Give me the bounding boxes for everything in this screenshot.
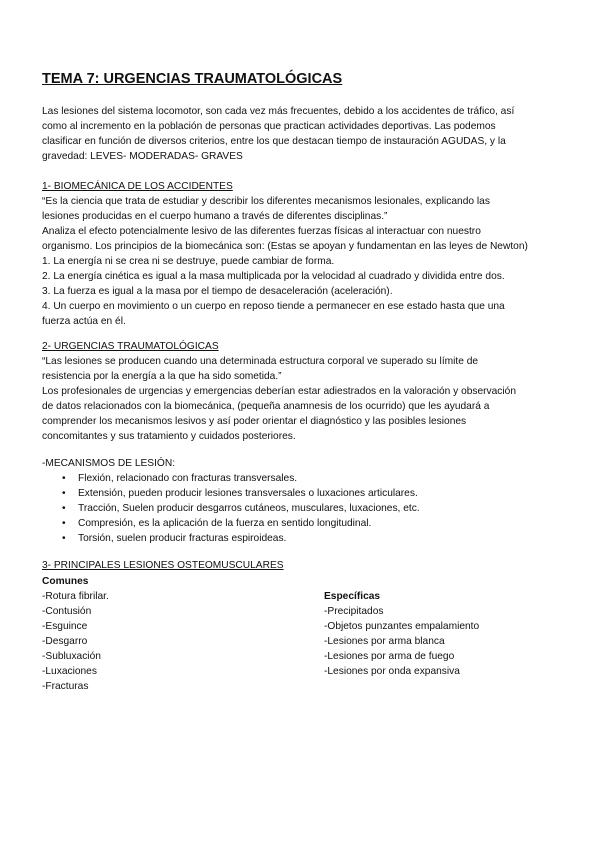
text-line: de datos relacionados con la biomecánica, (pequeña anamnesis de los ocurrido) que les ayudará a [42,401,490,412]
common-lesions-column [42,574,109,694]
intro-paragraph [42,104,562,164]
text-line: fuerza actúa en él. [42,316,126,327]
list-item: -Subluxación [42,651,101,662]
text-line: resistencia por la energía a la que ha sido sometida.” [42,371,282,382]
text-line: concomitantes y sus tratamiento y cuidados posteriores. [42,431,296,442]
list-item: -Esguince [42,621,88,632]
section-mechanisms [42,456,562,546]
list-item: -Rotura fibrilar. [42,591,109,602]
text-line: “Es la ciencia que trata de estudiar y describir los diferentes mecanismos lesionales, explicando las [42,196,490,207]
intro-line: como al incremento en la población de personas que practican actividades deportivas. Las podemos [42,121,496,132]
list-item: -Fracturas [42,681,89,692]
text-line: “Las lesiones se producen cuando una determinada estructura corporal ve superado su límite de [42,356,479,367]
text-line: 4. Un cuerpo en movimiento o un cuerpo en reposo tiende a permanecer en ese estado hasta que una [42,301,505,312]
section-heading: 3- PRINCIPALES LESIONES OSTEOMUSCULARES [42,560,284,571]
list-item: -Lesiones por onda expansiva [324,666,460,677]
list-item: -Lesiones por arma blanca [324,636,445,647]
section-heading: -MECANISMOS DE LESIÓN: [42,458,176,469]
text-line: 1. La energía ni se crea ni se destruye, puede cambiar de forma. [42,256,335,267]
text-line: Los profesionales de urgencias y emergencias deberían estar adiestrados en la valoración y observación [42,386,516,397]
text-line: 2. La energía cinética es igual a la masa multiplicada por la velocidad al cuadrado y dividida entre dos. [42,271,505,282]
list-item: -Luxaciones [42,666,97,677]
intro-line: Las lesiones del sistema locomotor, son cada vez más frecuentes, debido a los accidentes de tráfico, así [42,106,515,117]
list-item: -Contusión [42,606,92,617]
list-item: -Objetos punzantes empalamiento [324,621,480,632]
list-item: • Torsión, suelen producir fracturas espiroideas. [42,531,562,546]
section-biomechanics [42,179,562,329]
section-heading: 2- URGENCIAS TRAUMATOLÓGICAS [42,341,219,352]
list-item: • Extensión, pueden producir lesiones transversales o luxaciones articulares. [42,486,562,501]
text-line: 3. La fuerza es igual a la masa por el tiempo de desaceleración (aceleración). [42,286,393,297]
list-item: • Flexión, relacionado con fracturas transversales. [42,471,562,486]
list-item: -Lesiones por arma de fuego [324,651,455,662]
text-line: lesiones producidas en el cuerpo humano a través de diferentes disciplinas.” [42,211,388,222]
page-title: TEMA 7: URGENCIAS TRAUMATOLÓGICAS [42,71,343,87]
text-line: comprender los mecanismos lesivos y así poder orientar el diagnóstico y las posibles lesiones [42,416,467,427]
column-label: Específicas [324,591,381,602]
section-lesiones-heading-wrap [42,558,562,573]
list-item: -Desgarro [42,636,88,647]
section-urgencias [42,339,562,444]
text-line: organismo. Los principios de la biomecánica son: (Estas se apoyan y fundamentan en las leyes de Newton) [42,241,528,252]
specific-lesions-column [324,589,479,679]
text-line: Analiza el efecto potencialmente lesivo de las diferentes fuerzas físicas al interactuar con nuestro [42,226,481,237]
list-item: • Compresión, es la aplicación de la fuerza en sentido longitudinal. [42,516,562,531]
column-label: Comunes [42,576,89,587]
mechanisms-list [42,471,562,546]
section-heading: 1- BIOMECÁNICA DE LOS ACCIDENTES [42,181,233,192]
intro-line: gravedad: LEVES- MODERADAS- GRAVES [42,151,243,162]
list-item: -Precipitados [324,606,384,617]
list-item: • Tracción, Suelen producir desgarros cutáneos, musculares, luxaciones, etc. [42,501,562,516]
intro-line: clasificar en función de diversos criterios, entre los que destacan tiempo de instauración AGUDAS, y la [42,136,506,147]
